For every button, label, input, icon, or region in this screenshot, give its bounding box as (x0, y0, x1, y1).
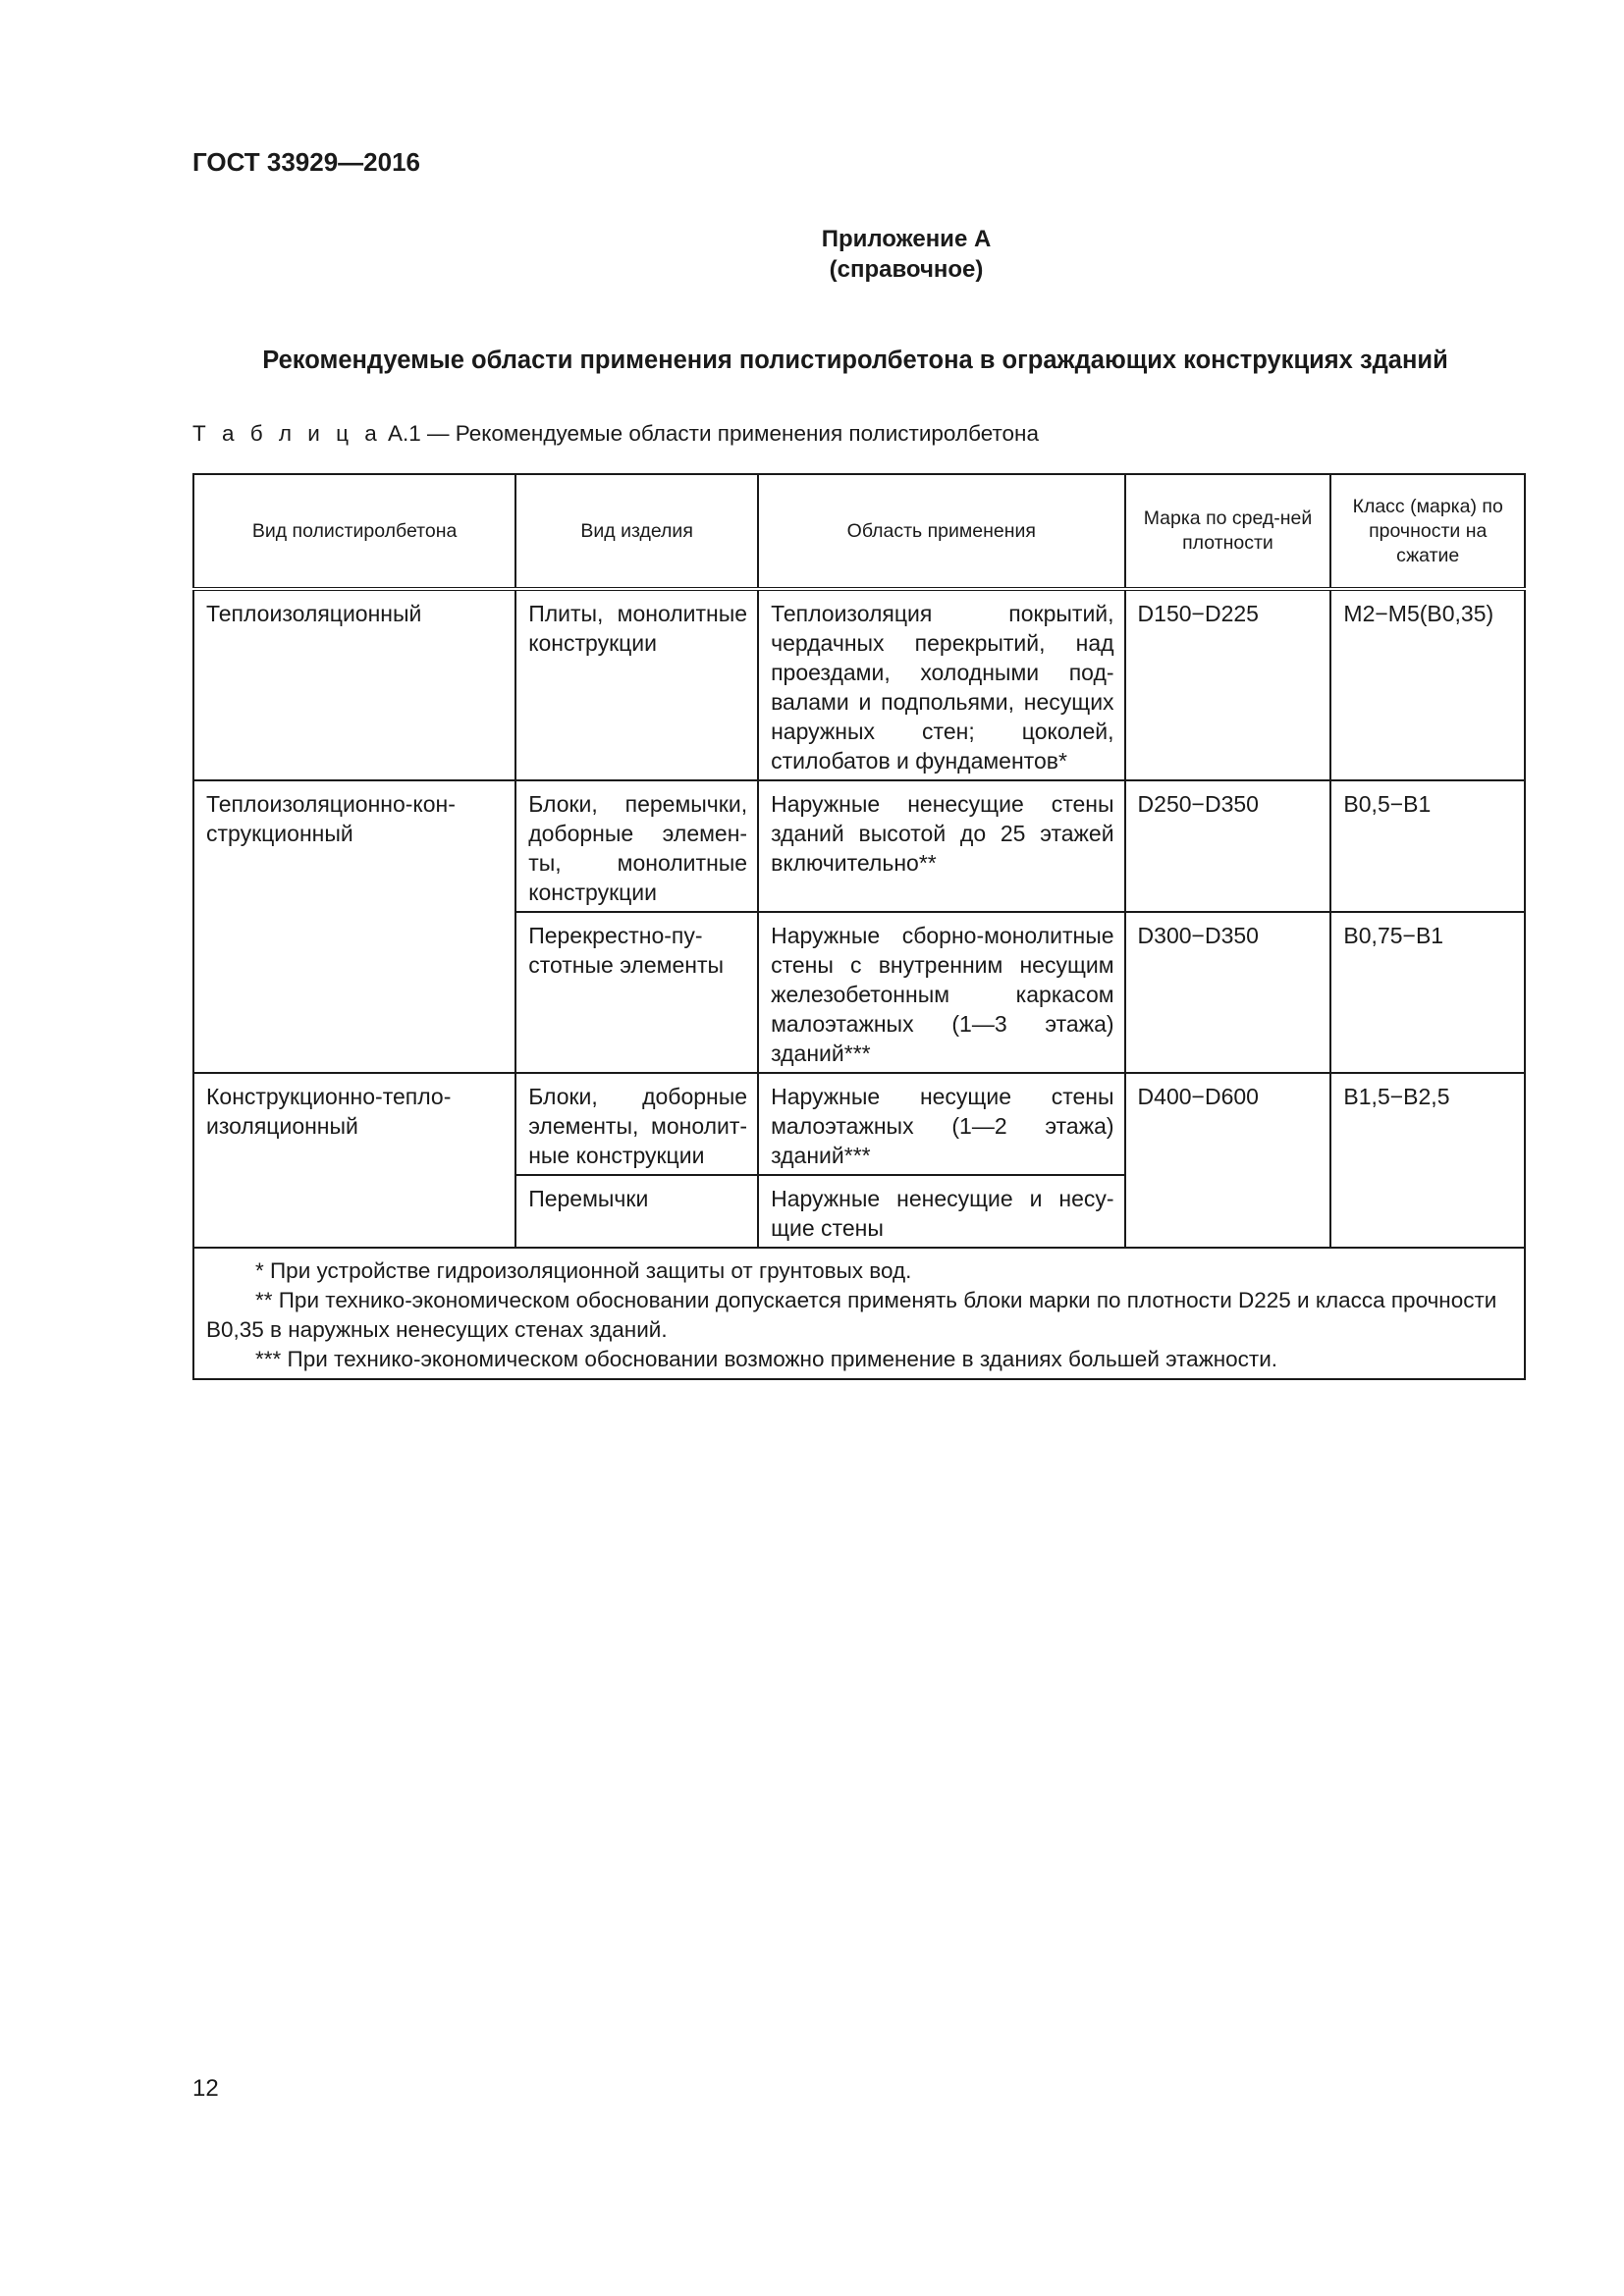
application-cell: Наружные сборно-монолитные стены с внутренним несущим железобетонным каркасом малоэтажных (1—3 этажа) зданий*** (758, 912, 1124, 1073)
header-strength: Класс (марка) по прочности на сжатие (1330, 474, 1525, 589)
table-row (193, 1073, 1525, 1175)
concrete-type-cell: Конструкционно-теплоизоляционный (193, 1073, 515, 1248)
table-caption (192, 421, 1039, 447)
applications-table (192, 473, 1526, 1380)
application-cell: Наружные несущие стены малоэтажных (1—2 этажа) зданий*** (758, 1073, 1124, 1175)
density-cell: D250−D350 (1125, 780, 1331, 912)
appendix-heading (0, 224, 1624, 285)
product-cell: Перемычки (515, 1175, 758, 1248)
header-concrete-type: Вид полистиролбетона (193, 474, 515, 589)
header-application: Область применения (758, 474, 1124, 589)
footnote-2: ** При технико-экономическом обосновании допускается применять блоки марки по плотности D225 и класса прочности В0,35 в наружных ненесущих стенах зданий. (206, 1288, 1497, 1342)
strength-cell: В0,5−В1 (1330, 780, 1525, 912)
page-number: 12 (192, 2075, 219, 2102)
appendix-title: Приложение А (821, 226, 992, 252)
table-notes (193, 1248, 1525, 1379)
product-cell: Перекрестно-пустотные элементы (515, 912, 758, 1073)
strength-cell: В0,75−В1 (1330, 912, 1525, 1073)
concrete-type-cell: Теплоизоляционно-конструкционный (193, 780, 515, 1073)
section-title: Рекомендуемые области применения полистиролбетона в ограждающих конструкциях зданий (262, 347, 1448, 374)
density-cell: D400−D600 (1125, 1073, 1331, 1248)
header-product: Вид изделия (515, 474, 758, 589)
product-cell: Блоки, доборные элементы, монолитные конструкции (515, 1073, 758, 1175)
application-cell: Теплоизоляция покрытий, чердачных перекрытий, над проездами, холодными подвалами и подпольями, несущих наружных стен; цоколей, стилобатов и фундаментов* (758, 589, 1124, 780)
table-caption-prefix: Т а б л и ц а (192, 421, 382, 446)
density-cell: D300−D350 (1125, 912, 1331, 1073)
table-row (193, 589, 1525, 780)
footnote-1: * При устройстве гидроизоляционной защиты от грунтовых вод. (255, 1258, 912, 1283)
footnote-3: *** При технико-экономическом обосновании возможно применение в зданиях большей этажности. (255, 1347, 1278, 1371)
table-caption-text: А.1 — Рекомендуемые области применения полистиролбетона (381, 421, 1039, 446)
document-code: ГОСТ 33929—2016 (192, 147, 420, 177)
application-cell: Наружные ненесущие и несущие стены (758, 1175, 1124, 1248)
table-header-row (193, 474, 1525, 589)
header-density: Марка по сред-ней плотности (1125, 474, 1331, 589)
application-cell: Наружные ненесущие стены зданий высотой до 25 этажей включительно** (758, 780, 1124, 912)
product-cell: Блоки, перемычки, доборные элементы, монолитные конструкции (515, 780, 758, 912)
strength-cell: В1,5−В2,5 (1330, 1073, 1525, 1248)
concrete-type-cell: Теплоизоляционный (193, 589, 515, 780)
strength-cell: М2−М5(В0,35) (1330, 589, 1525, 780)
appendix-subtitle: (справочное) (829, 256, 984, 283)
product-cell: Плиты, монолитные конструкции (515, 589, 758, 780)
table-row (193, 780, 1525, 912)
density-cell: D150−D225 (1125, 589, 1331, 780)
table-notes-row (193, 1248, 1525, 1379)
